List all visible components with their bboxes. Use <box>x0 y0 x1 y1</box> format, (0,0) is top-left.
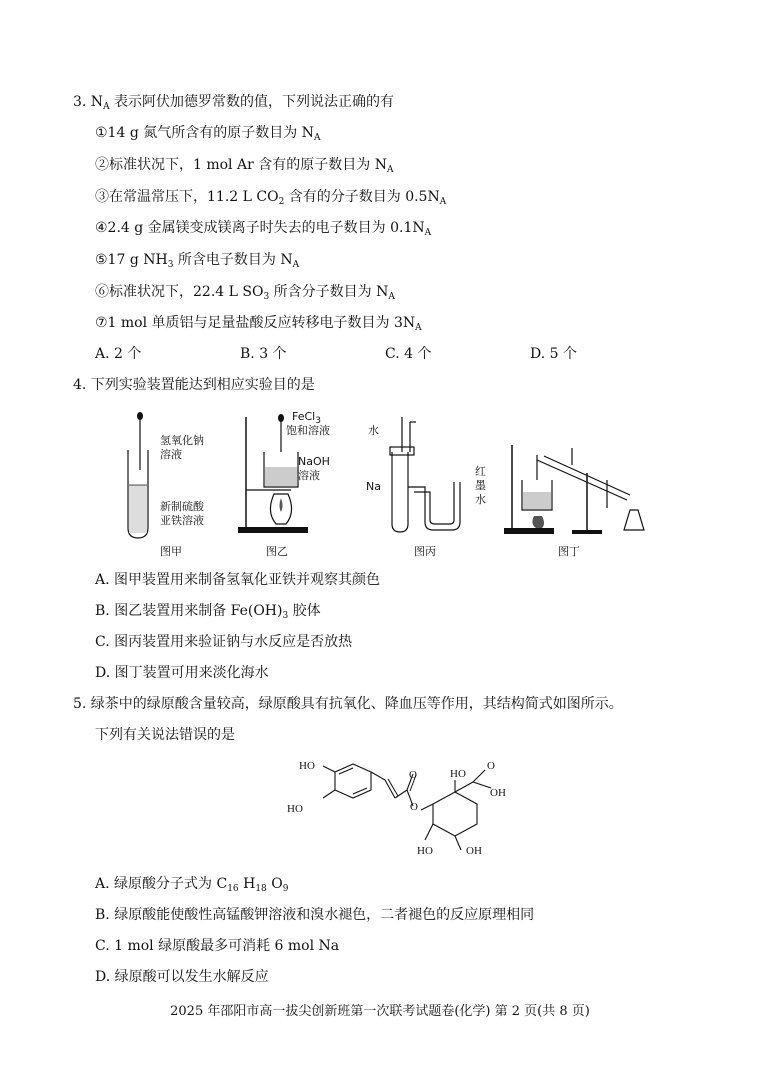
jia-label-2: 溶液 <box>160 448 182 461</box>
bing-label-5: 水 <box>475 493 486 506</box>
q5-option-a: A. 绿原酸分子式为 $C_{16}$ $H_{18}$ $O_9$ <box>95 876 289 894</box>
mol-oh-acid: OH <box>490 787 506 799</box>
q4-stem: 4. 下列实验装置能达到相应实验目的是 <box>73 377 315 393</box>
bing-caption: 图丙 <box>414 545 436 558</box>
q4-option-c: C. 图丙装置用来验证钠与水反应是否放热 <box>95 634 353 650</box>
mol-o-acid: O <box>487 760 495 772</box>
mol-ho-1: HO <box>299 760 315 772</box>
q5-option-d: D. 绿原酸可以发生水解反应 <box>95 969 269 985</box>
q3-item-5: ⑤17 g $NH_3$ 所含电子数目为 $N_A$ <box>95 252 300 270</box>
q3-option-c: C. 4 个 <box>385 346 432 362</box>
q5-stem-2: 下列有关说法错误的是 <box>95 727 235 743</box>
q3-item-1: ①14 g 氮气所含有的原子数目为 $N_A$ <box>95 125 321 143</box>
jia-label-1: 氢氧化钠 <box>160 434 204 447</box>
mol-ho-4: HO <box>417 845 433 857</box>
q5-option-b: B. 绿原酸能使酸性高锰酸钾溶液和溴水褪色，二者褪色的反应原理相同 <box>95 907 535 923</box>
bing-label-3: 红 <box>475 465 486 478</box>
q5-stem-1: 5. 绿茶中的绿原酸含量较高，绿原酸具有抗氧化、降血压等作用，其结构简式如图所示。 <box>73 696 623 712</box>
bing-label-4: 墨 <box>475 479 486 492</box>
q3-item-4: ④2.4 g 金属镁变成镁离子时失去的电子数目为 $0.1N_A$ <box>95 220 432 238</box>
jia-label-3: 新制硫酸 <box>160 500 204 513</box>
page-footer: 2025 年邵阳市高一拔尖创新班第一次联考试题卷(化学) 第 2 页(共 8 页) <box>170 1004 590 1019</box>
mol-ho-3: HO <box>450 768 466 780</box>
q3-option-b: B. 3 个 <box>240 346 287 362</box>
q4-option-a: A. 图甲装置用来制备氢氧化亚铁并观察其颜色 <box>95 572 381 588</box>
jia-caption: 图甲 <box>160 545 182 558</box>
q3-item-6: ⑥标准状况下，22.4 L $SO_3$ 所含分子数目为 $N_A$ <box>95 284 395 302</box>
mol-o-ester: O <box>410 801 418 813</box>
q4-option-b: B. 图乙装置用来制备 $Fe(OH)_3$ 胶体 <box>95 603 321 621</box>
bing-label-2: Na <box>366 480 381 493</box>
yi-label-4: 溶液 <box>298 469 320 482</box>
q4-option-d: D. 图丁装置可用来淡化海水 <box>95 665 269 681</box>
yi-caption: 图乙 <box>266 545 288 558</box>
q3-stem: 3. $N_A$ 表示阿伏加德罗常数的值，下列说法正确的有 <box>73 94 395 112</box>
mol-o-carbonyl: O <box>409 769 417 781</box>
q3-item-3: ③在常温常压下，11.2 L $CO_2$ 含有的分子数目为 $0.5N_A$ <box>95 189 447 207</box>
q5-option-c: C. 1 mol 绿原酸最多可消耗 6 mol Na <box>95 938 340 954</box>
yi-label-2: 饱和溶液 <box>286 424 330 437</box>
ding-caption: 图丁 <box>558 545 580 558</box>
q3-item-7: ⑦1 mol 单质铝与足量盐酸反应转移电子数目为 $3N_A$ <box>95 315 422 333</box>
q3-item-2: ②标准状况下，1 mol Ar 含有的原子数目为 $N_A$ <box>95 157 394 175</box>
figure-ding-distillation <box>502 440 652 540</box>
mol-oh-2: OH <box>466 845 482 857</box>
q3-option-a: A. 2 个 <box>95 346 142 362</box>
yi-label-1: FeCl$_3$ <box>292 410 321 426</box>
mol-ho-2: HO <box>287 803 303 815</box>
q3-option-d: D. 5 个 <box>530 346 577 362</box>
figure-bing-apparatus <box>380 412 490 537</box>
bing-label-1: 水 <box>368 424 379 437</box>
yi-label-3: NaOH <box>298 455 330 468</box>
jia-label-4: 亚铁溶液 <box>160 514 204 527</box>
